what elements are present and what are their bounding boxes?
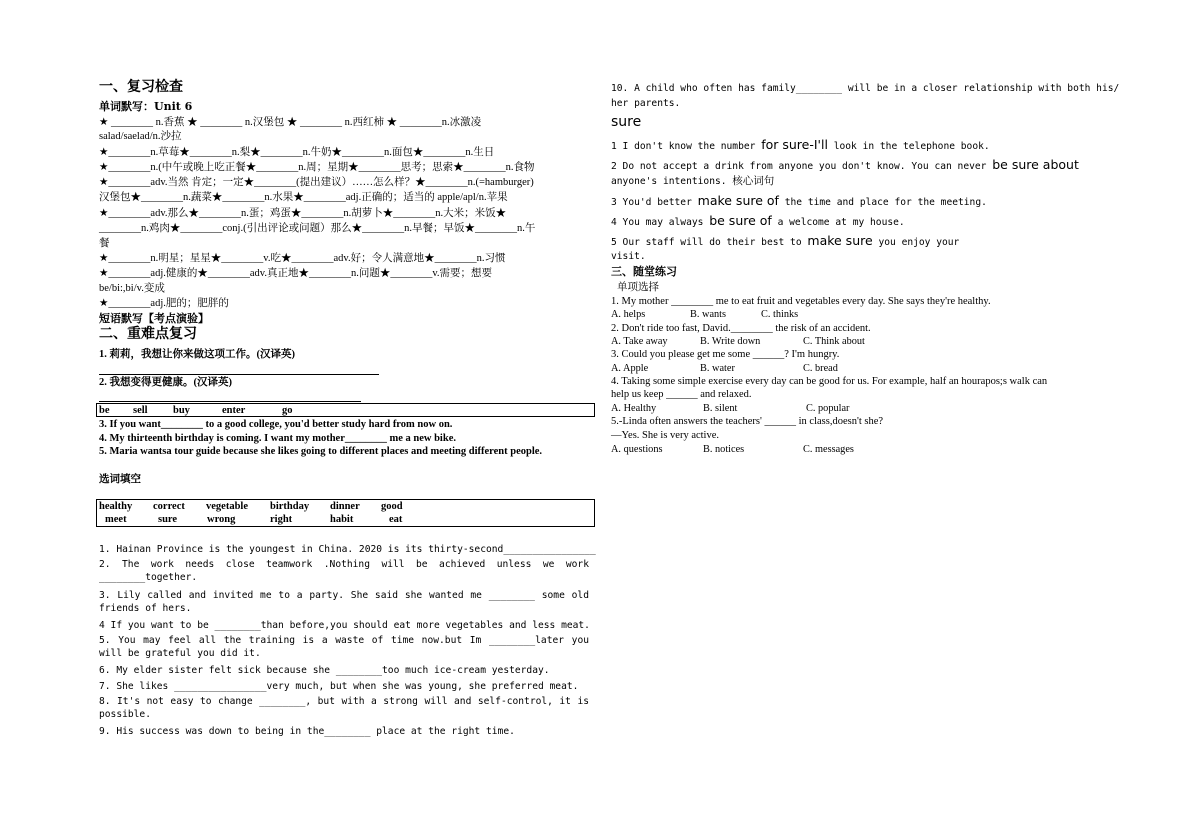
translation-item: 1. 莉莉，我想让你来做这项工作。(汉译英) <box>99 349 295 360</box>
mcq-option: A. helps <box>611 309 646 320</box>
vocab-line: ★________n.明星；星星★________v.吃★________adv.好；令人满意地★________n.习惯 <box>99 253 506 264</box>
mcq-option: B. silent <box>703 403 738 414</box>
answer-line <box>99 374 379 375</box>
mcq-question: 2. Don't ride too fast, David.________ the risk of an accident. <box>611 323 871 334</box>
mcq-option: C. thinks <box>761 309 799 320</box>
vocab-line: ________n.鸡肉★________conj.(引出评论或问题）那么★________n.早餐；早饭★________n.午 <box>99 223 536 234</box>
word-box-item: enter <box>222 405 246 416</box>
example-text: the time and place for the meeting. <box>778 197 987 208</box>
sentence-item: 9. His success was down to being in the________ place at the right time. <box>99 726 515 737</box>
sure-example: visit. <box>611 251 646 262</box>
vocab-line: ★________adj.健康的★________adv.真正地★________n.问题★________v.需要；想要 <box>99 268 493 279</box>
mcq-option: C. popular <box>806 403 850 414</box>
section-title-key-points: 二、重难点复习 <box>99 326 197 342</box>
sentence-item: 6. My elder sister felt sick because she ________too much ice-cream yesterday. <box>99 665 550 676</box>
mcq-question: 5.-Linda often answers the teachers' ______ in class,doesn't she? <box>611 416 884 427</box>
mcq-option: B. water <box>700 363 735 374</box>
example-text: look in the telephone book. <box>827 141 990 152</box>
vocab-line: ★ ________ n.香蕉 ★ ________ n.汉堡包 ★ ________ n.西红柿 ★ ________n.冰激凌 <box>99 117 482 128</box>
sentence-item: 2. The work needs close teamwork .Nothing will be achieved unless we work ________together. <box>99 559 589 583</box>
sentence-item: 3. Lily called and invited me to a party. She said she wanted me ________ some old friends of hers. <box>99 590 589 614</box>
sentence-item: 10. A child who often has family________ will be in a closer relationship with both his/ <box>611 83 1120 94</box>
sure-example <box>611 175 774 188</box>
vocab-line: salad/saelad/n.沙拉 <box>99 131 182 142</box>
mcq-option: C. Think about <box>803 336 865 347</box>
mcq-option: A. Take away <box>611 336 668 347</box>
word-box-item: birthday <box>270 501 310 512</box>
answer-line <box>99 401 361 402</box>
example-text: you enjoy your <box>872 237 960 248</box>
core-sentence-label: 核心词句 <box>732 175 775 187</box>
vocab-line: ★________n.(中午或晚上吃正餐★________n.周；星期★________思考；思索★________n.食物 <box>99 162 535 173</box>
word-box-item: eat <box>389 514 403 525</box>
mcq-option: C. bread <box>803 363 838 374</box>
vocab-line: 汉堡包★________n.蔬菜★________n.水果★________adj.正确的；适当的 apple/apl/n.苹果 <box>99 192 508 203</box>
word-box-item: dinner <box>330 501 360 512</box>
example-text: 3 You'd better <box>611 197 698 208</box>
word-box-item: right <box>270 514 293 525</box>
word-box-item: meet <box>105 514 127 525</box>
vocab-line: be/bi:,bi/v.变成 <box>99 283 165 294</box>
sentence-item: 7. She likes ________________very much, but when she was young, she preferred meat. <box>99 681 579 692</box>
example-text: anyone's intentions. <box>611 176 733 187</box>
mcq-option: C. messages <box>803 444 854 455</box>
word-box-item: healthy <box>99 501 133 512</box>
word-box-item: habit <box>330 514 354 525</box>
mcq-option: A. Apple <box>611 363 649 374</box>
sure-example <box>611 214 905 229</box>
sure-example <box>611 234 959 249</box>
example-phrase: be sure about <box>992 157 1079 172</box>
example-text: 5 Our staff will do their best to <box>611 237 808 248</box>
phrase-label: 短语默写【考点演验】 <box>99 312 209 325</box>
sure-example <box>611 138 990 153</box>
word-box-item: vegetable <box>206 501 248 512</box>
mcq-question: 4. Taking some simple exercise every day can be good for us. For example, half an hourapos;s walk can <box>611 376 1048 387</box>
word-box-item: be <box>99 405 110 416</box>
sure-title: sure <box>611 114 642 130</box>
fill-item: 5. Maria wantsa tour guide because she likes going to different places and meeting different people. <box>99 446 543 457</box>
sentence-item: 1. Hainan Province is the youngest in China. 2020 is its thirty-second________________ <box>99 544 596 555</box>
choice-label: 单项选择 <box>617 281 659 293</box>
example-phrase: make sure <box>807 233 873 248</box>
example-text: 2 Do not accept a drink from anyone you don't know. You can never <box>611 161 993 172</box>
fill-item: 3. If you want________ to a good college, you'd better study hard from now on. <box>99 419 453 430</box>
sentence-item: her parents. <box>611 98 681 109</box>
example-text: 1 I don't know the number <box>611 141 762 152</box>
example-phrase: be sure of <box>709 213 772 228</box>
vocab-line: ★________adv.当然 肯定；一定★________(提出建议）……怎么样？★________n.(=hamburger) <box>99 177 534 188</box>
word-box-item: buy <box>173 405 190 416</box>
example-text: a welcome at my house. <box>771 217 905 228</box>
select-label: 选词填空 <box>99 474 141 485</box>
mcq-option: A. Healthy <box>611 403 657 414</box>
mcq-option: B. wants <box>690 309 727 320</box>
word-box-item: wrong <box>207 514 236 525</box>
mcq-question: 1. My mother ________ me to eat fruit and vegetables every day. She says they're healthy. <box>611 296 991 307</box>
word-box <box>96 403 595 417</box>
vocab-label: 单词默写：Unit 6 <box>99 100 193 113</box>
sentence-item: 8. It's not easy to change ________, but with a strong will and self-control, it is possible. <box>99 696 589 720</box>
word-box-item: sell <box>133 405 148 416</box>
mcq-option: B. Write down <box>700 336 761 347</box>
sure-example <box>611 158 1079 173</box>
mcq-question-cont: help us keep ______ and relaxed. <box>611 389 752 400</box>
mcq-option: A. questions <box>611 444 663 455</box>
word-box-item: correct <box>153 501 185 512</box>
translation-item: 2. 我想变得更健康。(汉译英) <box>99 377 232 388</box>
word-box-item: sure <box>158 514 178 525</box>
section-title-review: 一、复习检查 <box>99 79 183 95</box>
vocab-line: ★________adj.肥的；肥胖的 <box>99 298 229 309</box>
vocab-line: 餐 <box>99 238 110 249</box>
example-phrase: make sure of <box>697 193 779 208</box>
vocab-line: ★________n.草莓★________n.梨★________n.牛奶★________n.面包★________n.生日 <box>99 147 495 158</box>
sentence-item: 4 If you want to be ________than before,you should eat more vegetables and less meat. <box>99 620 590 631</box>
word-box-item: good <box>381 501 403 512</box>
example-text: 4 You may always <box>611 217 710 228</box>
sure-example <box>611 194 987 209</box>
word-box-item: go <box>282 405 293 416</box>
section-title-practice: 三、随堂练习 <box>611 265 677 278</box>
mcq-question: 3. Could you please get me some ______? I'm hungry. <box>611 349 840 360</box>
mcq-option: B. notices <box>703 444 745 455</box>
example-phrase: for sure-I'll <box>761 137 828 152</box>
sentence-item: 5. You may feel all the training is a waste of time now.but Im ________later you will be grateful you did it. <box>99 635 589 659</box>
mcq-question-cont: —Yes. She is very active. <box>611 430 720 441</box>
vocab-line: ★________adv.那么★________n.蛋；鸡蛋★________n.胡萝卜★________n.大米；米饭★ <box>99 208 507 219</box>
fill-item: 4. My thirteenth birthday is coming. I want my mother________ me a new bike. <box>99 433 456 444</box>
